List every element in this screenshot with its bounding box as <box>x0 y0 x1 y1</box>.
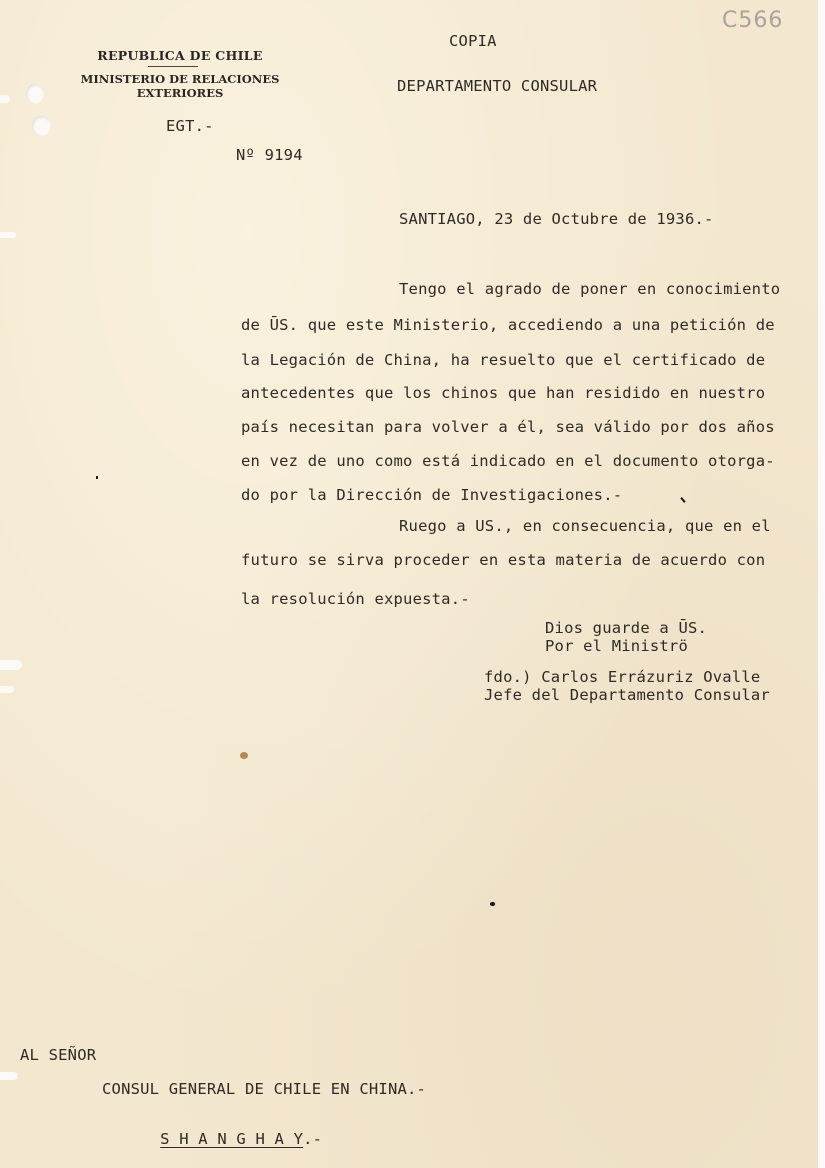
paper-tear-3 <box>0 660 22 670</box>
addressee-salutation: AL SEÑOR <box>20 1046 97 1064</box>
addressee-city-suffix: .- <box>303 1129 323 1148</box>
document-number: Nº 9194 <box>236 146 303 164</box>
body-line-10: la resolución expuesta.- <box>241 590 470 608</box>
body-line-3: la Legación de China, ha resuelto que el certificado de <box>241 351 766 369</box>
closing-salutation: Dios guarde a ŪS. <box>545 619 708 637</box>
body-line-7: do por la Dirección de Investigaciones.- <box>241 486 623 504</box>
letterhead-ministry-line2: EXTERIORES <box>136 86 224 100</box>
archive-number-stamp: C566 <box>722 8 784 33</box>
date-line: SANTIAGO, 23 de Octubre de 1936.- <box>399 210 714 228</box>
body-line-1: Tengo el agrado de poner en conocimiento <box>399 280 781 298</box>
letterhead-ministry <box>70 72 290 100</box>
letterhead-rule <box>148 66 198 67</box>
punch-hole-top <box>26 84 44 104</box>
paper-tear-1 <box>0 95 10 103</box>
body-line-5: país necesitan para volver a él, sea válido por dos años <box>241 418 775 436</box>
body-line-6: en vez de uno como está indicado en el documento otorga- <box>241 452 775 470</box>
closing-by-minister: Por el Ministrö <box>545 637 688 655</box>
punch-hole-bottom <box>32 116 51 136</box>
paper-tear-2 <box>0 232 16 238</box>
signature-line: fdo.) Carlos Errázuriz Ovalle <box>484 668 761 686</box>
department-heading: DEPARTAMENTO CONSULAR <box>397 77 598 95</box>
ink-dot-1 <box>490 902 495 906</box>
ink-dot-2 <box>96 476 98 479</box>
letterhead-republic: REPUBLICA DE CHILE <box>97 48 263 63</box>
body-line-8: Ruego a US., en consecuencia, que en el <box>399 517 771 535</box>
addressee-title: CONSUL GENERAL DE CHILE EN CHINA.- <box>102 1080 427 1098</box>
ink-tick <box>680 497 685 503</box>
paper-stain <box>240 752 248 759</box>
addressee-city-wrap <box>122 1116 322 1163</box>
sender-initials: EGT.- <box>166 117 214 135</box>
paper-tear-4 <box>0 686 14 693</box>
body-line-2: de ŪS. que este Ministerio, accediendo a una petición de <box>241 316 775 334</box>
letterhead-ministry-line1: MINISTERIO DE RELACIONES <box>80 72 280 86</box>
addressee-city: S H A N G H A Y <box>160 1129 304 1148</box>
body-line-4: antecedentes que los chinos que han residido en nuestro <box>241 384 766 402</box>
copy-label: COPIA <box>449 32 497 50</box>
paper-edge-right <box>818 0 825 1168</box>
signer-title: Jefe del Departamento Consular <box>484 686 770 704</box>
body-line-9: futuro se sirva proceder en esta materia de acuerdo con <box>241 551 766 569</box>
paper-tear-5 <box>0 1072 18 1080</box>
